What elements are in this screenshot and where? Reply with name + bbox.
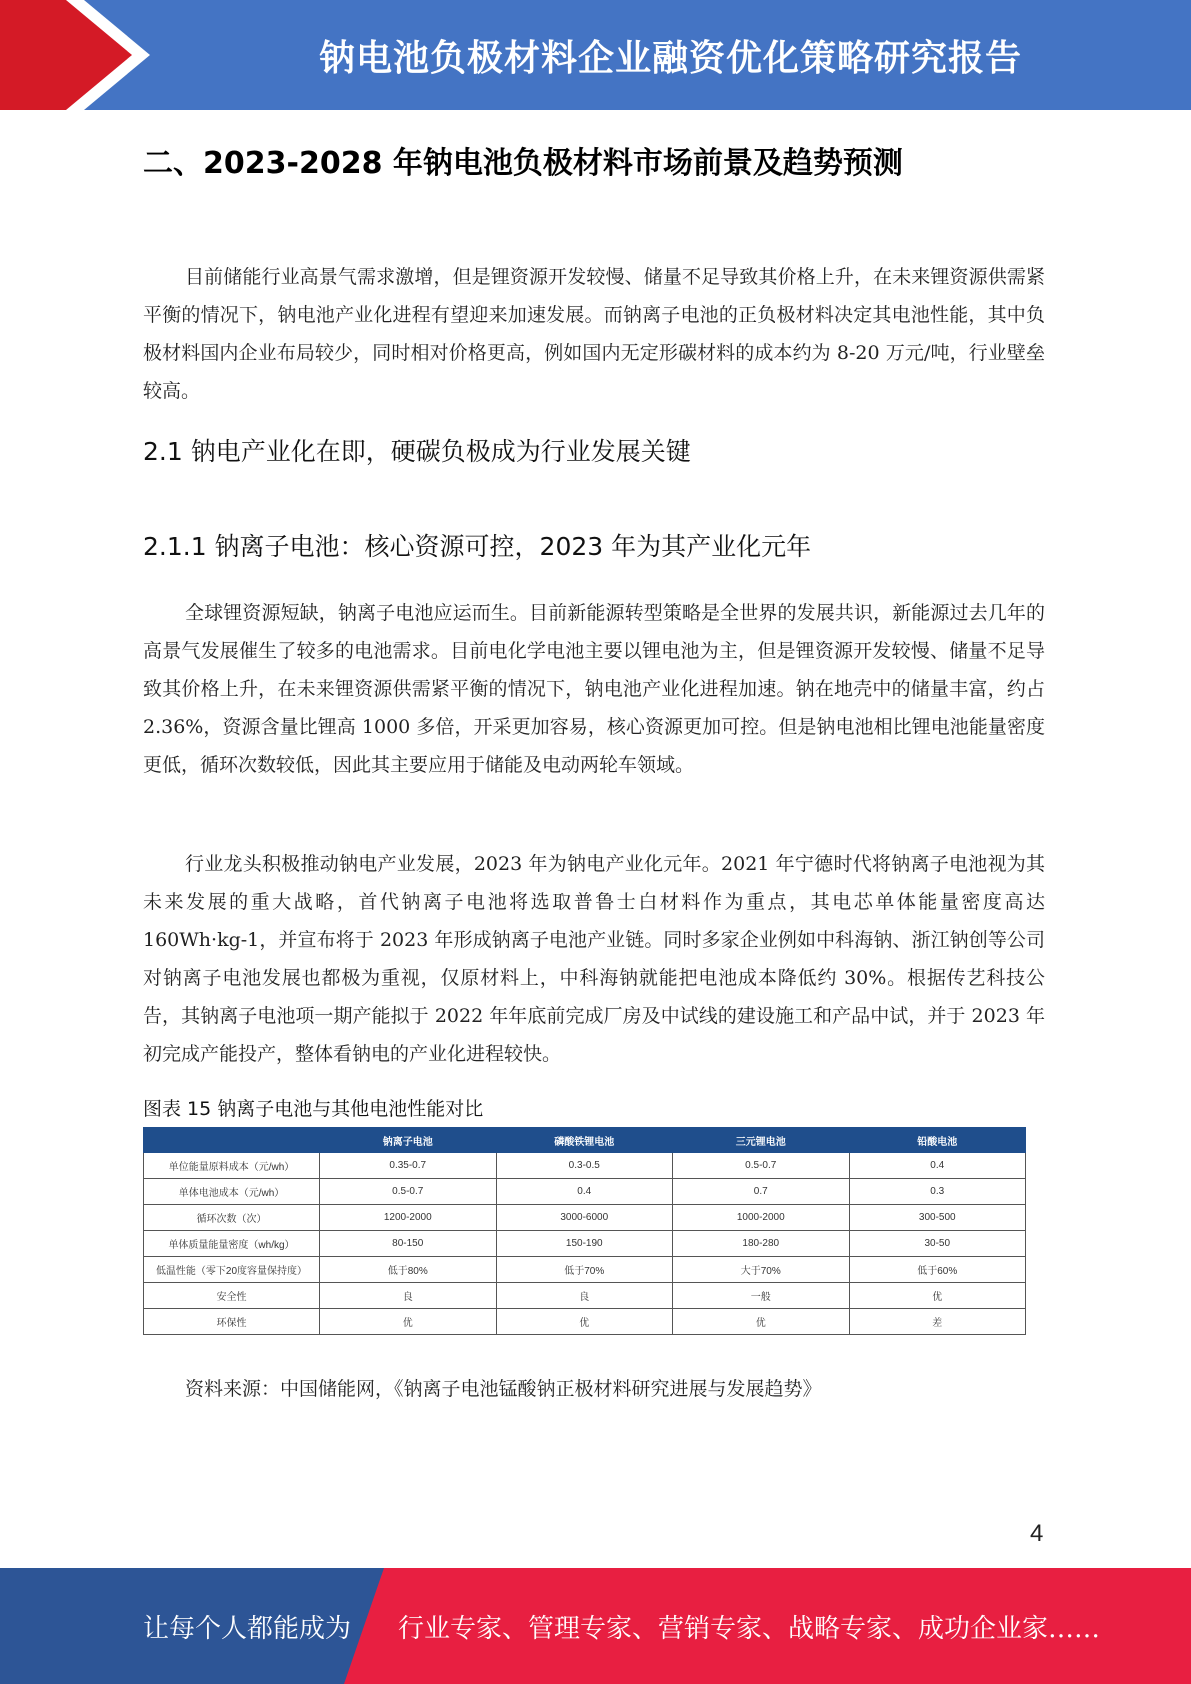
- table-row: [144, 1179, 1026, 1205]
- table-cell: 低于70%: [496, 1257, 673, 1283]
- table-row: [144, 1205, 1026, 1231]
- section-heading: 二、2023-2028 年钠电池负极材料市场前景及趋势预测: [143, 146, 903, 181]
- figure-source: 资料来源：中国储能网，《钠离子电池锰酸钠正极材料研究进展与发展趋势》: [185, 1378, 822, 1400]
- table-cell: 180-280: [673, 1231, 850, 1257]
- table-cell: 30-50: [849, 1231, 1026, 1257]
- table-header-cell: 磷酸铁锂电池: [496, 1128, 673, 1153]
- table-header-cell: 钠离子电池: [320, 1128, 497, 1153]
- header-banner: [0, 0, 1191, 110]
- table-cell: 良: [496, 1283, 673, 1309]
- body-paragraph-2: 行业龙头积极推动钠电产业发展，2023 年为钠电产业化元年。2021 年宁德时代将钠离子电池视为其未来发展的重大战略，首代钠离子电池将选取普鲁士白材料作为重点，其电芯单体能量密度高达 160Wh·kg-1，并宣布将于 2023 年形成钠离子电池产业链。同时多家企业例如中科海钠、浙江钠创等公司对钠离子电池发展也都极为重视，仅原材料上，中科海钠就能把电池成本降低约 30%。根据传艺科技公告，其钠离子电池项一期产能拟于 2022 年年底前完成厂房及中试线的建设施工和产品中试，并于 2023 年初完成产能投产，整体看钠电的产业化进程较快。: [143, 853, 1045, 1065]
- table-row: [144, 1231, 1026, 1257]
- table-row: [144, 1283, 1026, 1309]
- table-cell: 80-150: [320, 1231, 497, 1257]
- table-cell: 低于80%: [320, 1257, 497, 1283]
- table-row: [144, 1309, 1026, 1335]
- table-header-cell: 三元锂电池: [673, 1128, 850, 1153]
- table-cell: 0.5-0.7: [320, 1179, 497, 1205]
- figure-caption: 图表 15 钠离子电池与其他电池性能对比: [143, 1098, 484, 1120]
- footer-slogan-left: 让每个人都能成为: [143, 1613, 352, 1644]
- table-cell: 单位能量原料成本（元/wh）: [144, 1153, 320, 1179]
- table-cell: 0.4: [496, 1179, 673, 1205]
- footer-banner: [0, 1568, 1191, 1684]
- table-cell: 低于60%: [849, 1257, 1026, 1283]
- table-header-row: [144, 1128, 1026, 1153]
- table-cell: 0.7: [673, 1179, 850, 1205]
- report-title: 钠电池负极材料企业融资优化策略研究报告: [318, 37, 1022, 79]
- table-cell: 0.3: [849, 1179, 1026, 1205]
- table-cell: 安全性: [144, 1283, 320, 1309]
- table-cell: 优: [849, 1283, 1026, 1309]
- table-cell: 优: [496, 1309, 673, 1335]
- table-row: [144, 1257, 1026, 1283]
- page-number: 4: [1030, 1520, 1044, 1547]
- table-cell: 环保性: [144, 1309, 320, 1335]
- table-cell: 单体质量能量密度（wh/kg）: [144, 1231, 320, 1257]
- table-header-cell: 铅酸电池: [849, 1128, 1026, 1153]
- body-paragraph-1: 全球锂资源短缺，钠离子电池应运而生。目前新能源转型策略是全世界的发展共识，新能源过去几年的高景气发展催生了较多的电池需求。目前电化学电池主要以锂电池为主，但是锂资源开发较慢、储量不足导致其价格上升，在未来锂资源供需紧平衡的情况下，钠电池产业化进程加速。钠在地壳中的储量丰富，约占 2.36%，资源含量比锂高 1000 多倍，开采更加容易，核心资源更加可控。但是钠电池相比锂电池能量密度更低，循环次数较低，因此其主要应用于储能及电动两轮车领域。: [143, 602, 1045, 776]
- table-cell: 300-500: [849, 1205, 1026, 1231]
- table-cell: 优: [673, 1309, 850, 1335]
- table-cell: 良: [320, 1283, 497, 1309]
- table-cell: 3000-6000: [496, 1205, 673, 1231]
- intro-paragraph: 目前储能行业高景气需求激增，但是锂资源开发较慢、储量不足导致其价格上升，在未来锂资源供需紧平衡的情况下，钠电池产业化进程有望迎来加速发展。而钠离子电池的正负极材料决定其电池性能，其中负极材料国内企业布局较少，同时相对价格更高，例如国内无定形碳材料的成本约为 8-20 万元/吨，行业壁垒较高。: [143, 266, 1045, 402]
- table-cell: 1200-2000: [320, 1205, 497, 1231]
- table-cell: 优: [320, 1309, 497, 1335]
- table-cell: 大于70%: [673, 1257, 850, 1283]
- table-cell: 单体电池成本（元/wh）: [144, 1179, 320, 1205]
- table-cell: 0.3-0.5: [496, 1153, 673, 1179]
- footer-slogan-right: 行业专家、管理专家、营销专家、战略专家、成功企业家……: [398, 1613, 1101, 1644]
- table-header-cell: [144, 1128, 320, 1153]
- subsubsection-heading: 2.1.1 钠离子电池：核心资源可控，2023 年为其产业化元年: [143, 532, 812, 561]
- table-cell: 1000-2000: [673, 1205, 850, 1231]
- subsection-heading: 2.1 钠电产业化在即，硬碳负极成为行业发展关键: [143, 437, 691, 466]
- table-cell: 循环次数（次）: [144, 1205, 320, 1231]
- table-cell: 0.4: [849, 1153, 1026, 1179]
- battery-comparison-table: [143, 1127, 1026, 1335]
- red-arrow-decoration: [0, 0, 150, 110]
- table-cell: 0.35-0.7: [320, 1153, 497, 1179]
- table-cell: 一般: [673, 1283, 850, 1309]
- table-cell: 0.5-0.7: [673, 1153, 850, 1179]
- table-cell: 150-190: [496, 1231, 673, 1257]
- table-cell: 差: [849, 1309, 1026, 1335]
- table-row: [144, 1153, 1026, 1179]
- table-cell: 低温性能（零下20度容量保持度）: [144, 1257, 320, 1283]
